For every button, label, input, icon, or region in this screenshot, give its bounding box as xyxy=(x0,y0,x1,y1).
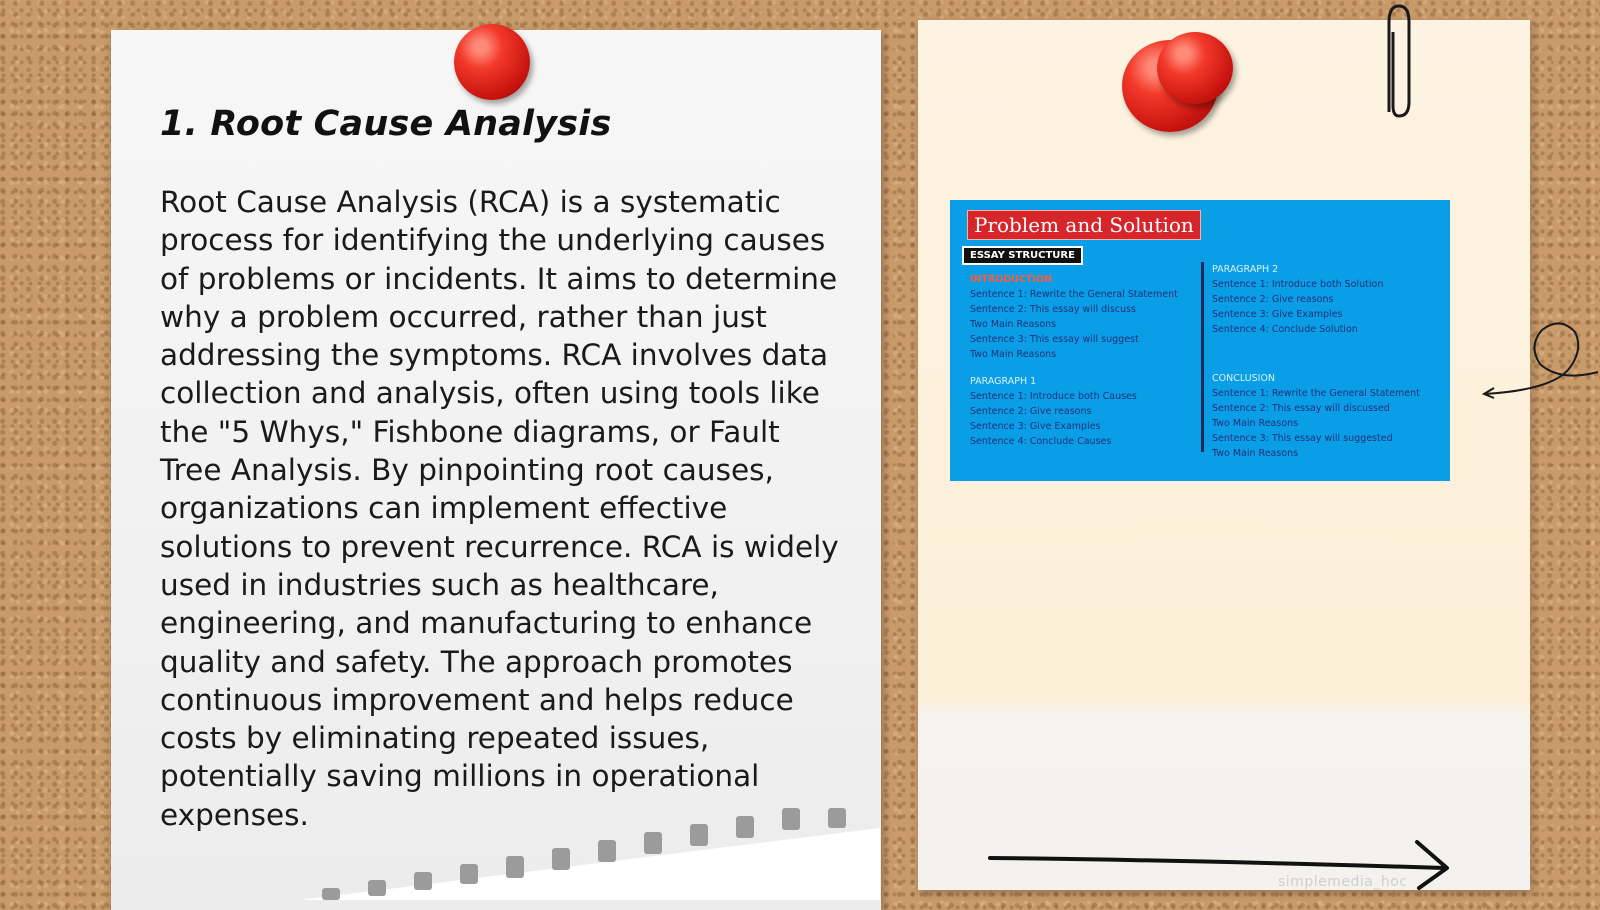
column-divider xyxy=(1201,262,1204,452)
paperclip-icon xyxy=(1381,2,1411,122)
essay-line: Sentence 3: Give Examples xyxy=(970,421,1101,432)
note-body-text: Root Cause Analysis (RCA) is a systematic process for identifying the underlying causes of problems or incidents. It aims to determine why a problem occurred, rather than just addressing the symptoms. RCA involves data collection and analysis, often using tools like the "5 Whys," Fishbone diagrams, or Fault Tree Analysis. By pinpointing root causes, organizations can implement effective solutions to prevent recurrence. RCA is widely used in industries such as healthcare, engineering, and manufacturing to enhance quality and safety. The approach promotes continuous improvement and helps reduce costs by eliminating repeated issues, potentially saving millions in operational expenses. xyxy=(160,185,839,832)
watermark: simplemedia_hoc xyxy=(1278,874,1408,890)
paragraph2-heading: PARAGRAPH 2 xyxy=(1212,264,1279,275)
paragraph1-section xyxy=(970,374,1195,449)
essay-line: Sentence 2: This essay will discussed xyxy=(1212,403,1390,414)
conclusion-heading: CONCLUSION xyxy=(1212,373,1276,384)
red-pushpin-icon xyxy=(454,24,530,100)
paragraph2-section xyxy=(1212,262,1442,337)
essay-line: Two Main Reasons xyxy=(970,349,1057,360)
essay-line: Sentence 4: Conclude Solution xyxy=(1212,324,1358,335)
essay-line: Sentence 1: Rewrite the General Statement xyxy=(1212,388,1420,399)
essay-line: Two Main Reasons xyxy=(970,319,1057,330)
essay-line: Sentence 3: Give Examples xyxy=(1212,309,1343,320)
essay-structure-image xyxy=(950,200,1450,481)
essay-line: Sentence 1: Introduce both Solution xyxy=(1212,279,1384,290)
essay-badge: ESSAY STRUCTURE xyxy=(962,246,1083,265)
essay-left-column xyxy=(970,272,1195,461)
introduction-section xyxy=(970,272,1195,362)
essay-line: Sentence 2: Give reasons xyxy=(970,406,1092,417)
essay-line: Sentence 3: This essay will suggest xyxy=(970,334,1139,345)
essay-line: Two Main Reasons xyxy=(1212,418,1299,429)
note-heading: 1. Root Cause Analysis xyxy=(160,104,612,144)
introduction-heading: INTRODUCTION xyxy=(970,274,1052,285)
paragraph1-heading: PARAGRAPH 1 xyxy=(970,376,1037,387)
essay-line: Two Main Reasons xyxy=(1212,448,1299,459)
essay-right-column xyxy=(1212,262,1442,473)
essay-line: Sentence 1: Rewrite the General Statement xyxy=(970,289,1178,300)
red-pushpin-icon xyxy=(1157,32,1233,104)
essay-line: Sentence 2: This essay will discuss xyxy=(970,304,1136,315)
essay-line: Sentence 3: This essay will suggested xyxy=(1212,433,1393,444)
essay-title: Problem and Solution xyxy=(967,210,1201,240)
scribble-arrow-icon xyxy=(1480,312,1600,412)
conclusion-section xyxy=(1212,371,1442,461)
essay-line: Sentence 1: Introduce both Causes xyxy=(970,391,1137,402)
essay-line: Sentence 2: Give reasons xyxy=(1212,294,1334,305)
essay-line: Sentence 4: Conclude Causes xyxy=(970,436,1112,447)
